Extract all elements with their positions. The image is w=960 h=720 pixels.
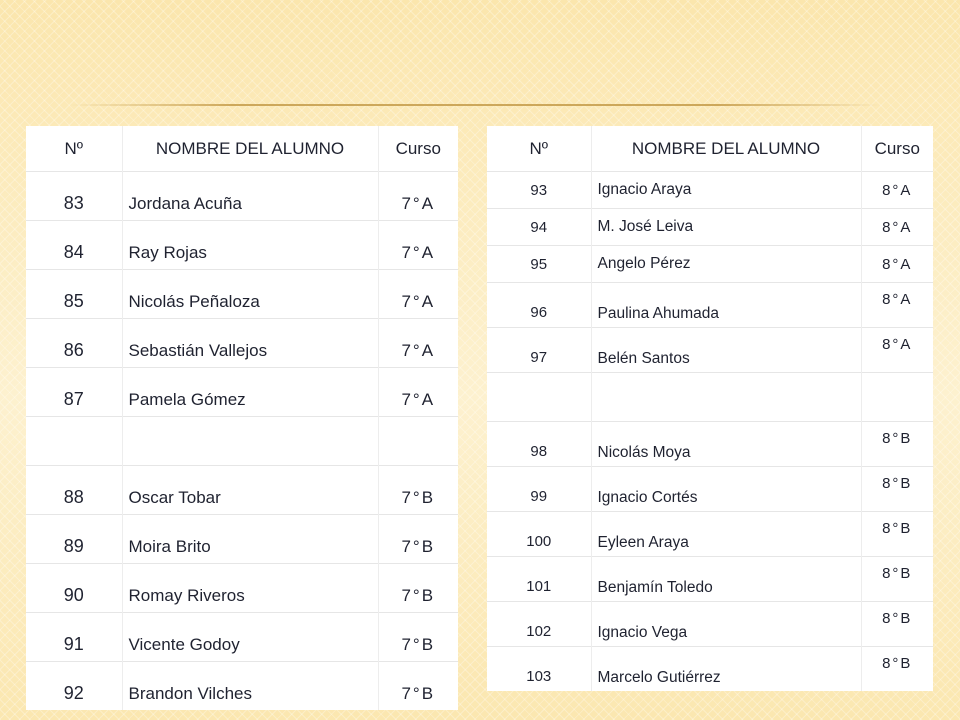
table-row — [487, 209, 933, 246]
student-table-8th-grade — [487, 126, 933, 691]
cell-course: 8°A — [861, 328, 933, 373]
cell-course: 7°A — [378, 368, 458, 417]
cell-number — [487, 373, 591, 422]
table-row — [26, 662, 458, 711]
table-row — [26, 221, 458, 270]
table-row — [487, 467, 933, 512]
cell-number: 92 — [26, 662, 122, 711]
table-row — [487, 512, 933, 557]
cell-number: 83 — [26, 172, 122, 221]
table-row — [487, 283, 933, 328]
table-row — [26, 466, 458, 515]
header-student-name: NOMBRE DEL ALUMNO — [591, 126, 861, 172]
cell-student-name: Sebastián Vallejos — [122, 319, 378, 368]
cell-student-name: Ignacio Cortés — [591, 467, 861, 512]
cell-course: 7°B — [378, 466, 458, 515]
cell-number: 86 — [26, 319, 122, 368]
cell-number: 89 — [26, 515, 122, 564]
cell-student-name: Angelo Pérez — [591, 246, 861, 283]
cell-number — [26, 417, 122, 466]
cell-student-name: M. José Leiva — [591, 209, 861, 246]
cell-number: 84 — [26, 221, 122, 270]
cell-course: 8°B — [861, 422, 933, 467]
table-row — [26, 319, 458, 368]
cell-student-name: Belén Santos — [591, 328, 861, 373]
cell-course: 8°B — [861, 512, 933, 557]
cell-number: 100 — [487, 512, 591, 557]
cell-course: 7°A — [378, 319, 458, 368]
cell-number: 87 — [26, 368, 122, 417]
cell-number: 96 — [487, 283, 591, 328]
cell-student-name: Moira Brito — [122, 515, 378, 564]
table-row — [26, 613, 458, 662]
cell-course: 7°A — [378, 172, 458, 221]
cell-number: 91 — [26, 613, 122, 662]
cell-course: 7°A — [378, 270, 458, 319]
cell-number: 90 — [26, 564, 122, 613]
student-table-7th-grade — [26, 126, 458, 710]
table-header-row — [487, 126, 933, 172]
cell-student-name: Pamela Gómez — [122, 368, 378, 417]
table-row — [487, 246, 933, 283]
cell-number: 98 — [487, 422, 591, 467]
decorative-divider-line — [70, 104, 880, 106]
cell-number: 101 — [487, 557, 591, 602]
cell-course: 7°B — [378, 613, 458, 662]
cell-course: 8°B — [861, 557, 933, 602]
cell-student-name: Ignacio Araya — [591, 172, 861, 209]
table-row — [487, 647, 933, 692]
cell-student-name: Nicolás Peñaloza — [122, 270, 378, 319]
cell-course — [378, 417, 458, 466]
cell-course: 8°A — [861, 246, 933, 283]
cell-number: 95 — [487, 246, 591, 283]
table-header-row — [26, 126, 458, 172]
cell-number: 97 — [487, 328, 591, 373]
header-course: Curso — [861, 126, 933, 172]
cell-number: 85 — [26, 270, 122, 319]
cell-course: 8°A — [861, 172, 933, 209]
cell-course: 8°B — [861, 467, 933, 512]
cell-student-name: Romay Riveros — [122, 564, 378, 613]
table-row — [487, 328, 933, 373]
cell-course: 8°B — [861, 602, 933, 647]
cell-student-name: Oscar Tobar — [122, 466, 378, 515]
table-row-empty — [26, 417, 458, 466]
table-row — [26, 172, 458, 221]
cell-course — [861, 373, 933, 422]
cell-course: 7°A — [378, 221, 458, 270]
cell-student-name: Brandon Vilches — [122, 662, 378, 711]
header-number: Nº — [64, 138, 83, 158]
cell-student-name: Ray Rojas — [122, 221, 378, 270]
header-student-name: NOMBRE DEL ALUMNO — [122, 126, 378, 172]
cell-student-name: Paulina Ahumada — [591, 283, 861, 328]
cell-course: 7°B — [378, 662, 458, 711]
cell-number: 99 — [487, 467, 591, 512]
table-row — [26, 564, 458, 613]
table-row — [487, 172, 933, 209]
table-row — [26, 270, 458, 319]
table-row — [26, 515, 458, 564]
cell-number: 93 — [487, 172, 591, 209]
cell-course: 8°A — [861, 209, 933, 246]
cell-number: 88 — [26, 466, 122, 515]
cell-number: 102 — [487, 602, 591, 647]
cell-student-name: Jordana Acuña — [122, 172, 378, 221]
cell-student-name: Vicente Godoy — [122, 613, 378, 662]
cell-course: 7°B — [378, 515, 458, 564]
cell-student-name: Ignacio Vega — [591, 602, 861, 647]
header-number: Nº — [529, 138, 548, 158]
cell-student-name — [591, 373, 861, 422]
cell-course: 8°B — [861, 647, 933, 692]
table-row — [487, 602, 933, 647]
cell-student-name: Marcelo Gutiérrez — [591, 647, 861, 692]
cell-course: 8°A — [861, 283, 933, 328]
header-course: Curso — [378, 126, 458, 172]
table-row — [487, 422, 933, 467]
cell-student-name: Eyleen Araya — [591, 512, 861, 557]
table-row-empty — [487, 373, 933, 422]
table-row — [487, 557, 933, 602]
table-row — [26, 368, 458, 417]
cell-number: 94 — [487, 209, 591, 246]
cell-student-name — [122, 417, 378, 466]
cell-number: 103 — [487, 647, 591, 692]
cell-student-name: Nicolás Moya — [591, 422, 861, 467]
cell-student-name: Benjamín Toledo — [591, 557, 861, 602]
cell-course: 7°B — [378, 564, 458, 613]
